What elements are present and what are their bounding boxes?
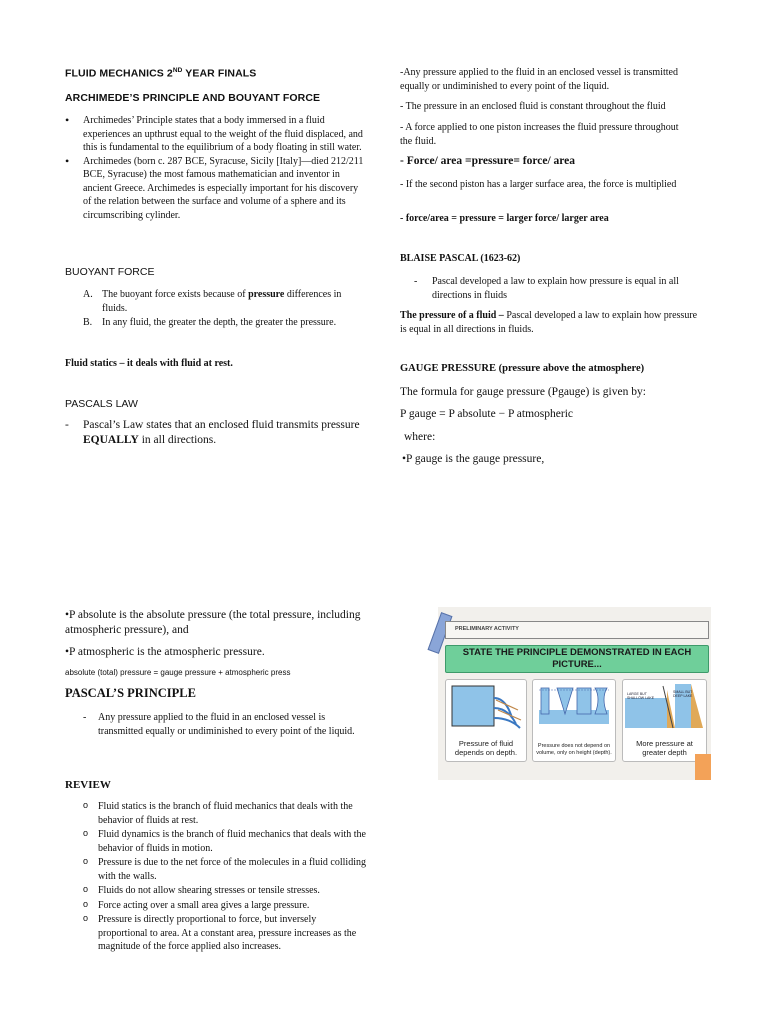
lake-dam-icon <box>623 680 706 730</box>
pascals-law-heading: PASCALS LAW <box>65 398 138 410</box>
pascal-note-1: -Any pressure applied to the fluid in an enclosed vessel is transmitted equally or undiminished to every point of the liquid. <box>400 67 678 92</box>
gauge-formula: P gauge = P absolute − P atmospheric <box>400 408 573 420</box>
archimedes-bullets <box>65 114 365 223</box>
pascal-note-2: - The pressure in an enclosed fluid is constant throughout the fluid <box>400 101 666 112</box>
pressure-of-fluid: The pressure of a fluid – Pascal developed a law to explain how pressure is equal in all directions in fluids. <box>400 310 698 335</box>
buoyant-list <box>83 288 368 330</box>
fluid-statics-note: Fluid statics – it deals with fluid at rest. <box>65 358 233 369</box>
puzzle-piece-icon <box>695 754 711 780</box>
review-list <box>65 800 367 955</box>
lake-label-deep: SMALL BUT DEEP LAKE <box>673 690 693 698</box>
pascals-law-text: - Pascal’s Law states that an enclosed fluid transmits pressure EQUALLY in all directions. <box>65 419 360 446</box>
lake-label-shallow: LARGE BUT SHALLOW LAKE <box>627 692 655 700</box>
picture-card-depth: Pressure of fluid depends on depth. <box>445 679 527 762</box>
list-item: o Fluids do not allow shearing stresses or tensile stresses. <box>98 884 367 898</box>
pascal-note-3: - A force applied to one piston increases the fluid pressure throughout the fluid. <box>400 122 679 147</box>
pascal-note-5: - If the second piston has a larger surface area, the force is multiplied <box>400 179 677 190</box>
blaise-pascal-item: - Pascal developed a law to explain how pressure is equal in all directions in fluids <box>414 276 679 301</box>
picture-card-volume: Pressure does not depend on volume, only on height (depth). <box>532 679 616 762</box>
pascals-principle-text: - Any pressure applied to the fluid in an enclosed vessel is transmitted equally or undiminished to every point of the liquid. <box>83 712 355 737</box>
blaise-pascal-heading: BLAISE PASCAL (1623-62) <box>400 253 521 264</box>
list-item: • Archimedes (born c. 287 BCE, Syracuse, Sicily [Italy]—died 212/211 BCE, Syracuse) the most famous mathematician and inventor in ancient Greece. Archimedes is especially important for his discovery of the relation between the surface and volume of a sphere and its circumscribing cylinder. <box>83 155 365 223</box>
p-gauge-def: •P gauge is the gauge pressure, <box>402 453 545 465</box>
force-area-formula: - Force/ area =pressure= force/ area <box>400 155 576 167</box>
water-tank-icon <box>446 680 526 730</box>
list-item: o Force acting over a small area gives a large pressure. <box>98 899 367 913</box>
list-item: o Pressure is directly proportional to force, but inversely proportional to area. At a constant area, pressure increases as the magnitude of the force applied also increases. <box>98 913 367 954</box>
p-atmospheric-def: •P atmospheric is the atmospheric pressure. <box>65 646 265 658</box>
larger-force-formula: - force/area = pressure = larger force/ larger area <box>400 213 609 224</box>
absolute-pressure-formula: absolute (total) pressure = gauge pressure + atmospheric press <box>65 668 291 677</box>
document-title: FLUID MECHANICS 2ND YEAR FINALS <box>65 67 257 80</box>
activity-label-box: PRELIMINARY ACTIVITY <box>445 621 709 639</box>
pascals-principle-heading: PASCAL’S PRINCIPLE <box>65 686 196 700</box>
review-heading: REVIEW <box>65 779 111 791</box>
gauge-pressure-heading: GAUGE PRESSURE (pressure above the atmosphere) <box>400 363 645 374</box>
list-item: o Fluid dynamics is the branch of fluid mechanics that deals with the behavior of fluids in motion. <box>98 828 367 855</box>
list-item: o Fluid statics is the branch of fluid mechanics that deals with the behavior of fluids at rest. <box>98 800 367 827</box>
gauge-formula-intro: The formula for gauge pressure (Pgauge) is given by: <box>400 386 646 398</box>
list-item: o Pressure is due to the net force of the molecules in a fluid colliding with the walls. <box>98 856 367 883</box>
list-item: B. In any fluid, the greater the depth, the greater the pressure. <box>83 317 337 328</box>
preliminary-activity-image <box>438 607 711 780</box>
activity-banner: STATE THE PRINCIPLE DEMONSTRATED IN EACH PICTURE... <box>445 645 709 673</box>
archimedes-heading: ARCHIMEDE’S PRINCIPLE AND BOUYANT FORCE <box>65 92 321 104</box>
where-label: where: <box>404 431 436 443</box>
buoyant-heading: BUOYANT FORCE <box>65 266 155 278</box>
p-absolute-def: •P absolute is the absolute pressure (the total pressure, including atmospheric pressure), and <box>65 609 361 636</box>
list-item: • Archimedes’ Principle states that a body immersed in a fluid experiences an upthrust equal to the weight of the fluid displaced, and this is fundamental to the equilibrium of a body floating in still water. <box>83 114 365 155</box>
connected-vessels-icon <box>533 680 615 730</box>
picture-card-greater-depth: LARGE BUT SHALLOW LAKE SMALL BUT DEEP LAKE More pressure at greater depth <box>622 679 707 762</box>
list-item: A. The buoyant force exists because of pressure differences in fluids. <box>83 289 342 314</box>
